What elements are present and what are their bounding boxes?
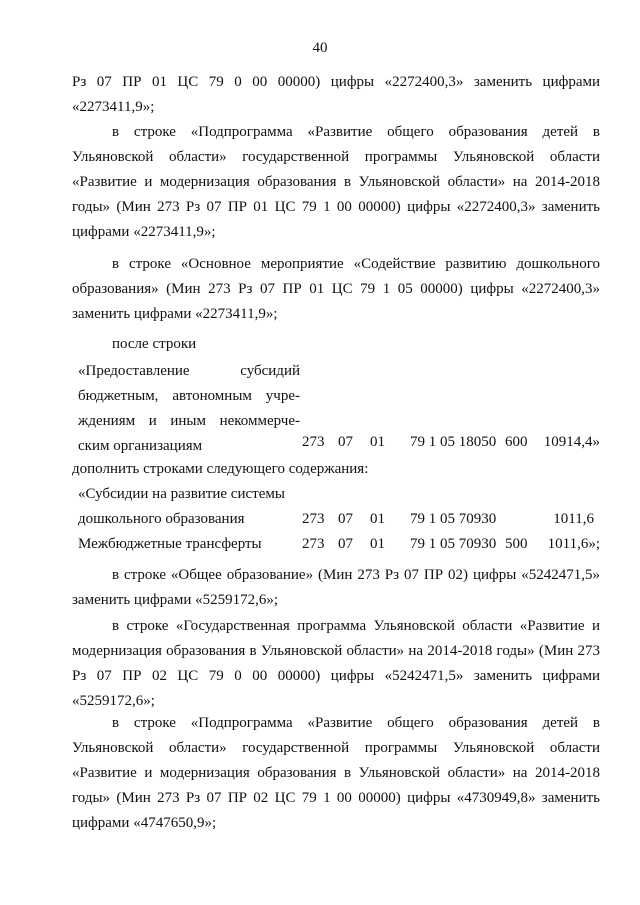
table-before-name-line: бюджетным, автономным учре- (78, 388, 300, 404)
col-rz: 07 (338, 434, 353, 450)
col-sum: 1011,6»; (547, 536, 600, 552)
col-rz: 07 (338, 511, 353, 527)
col-min: 273 (302, 511, 325, 527)
table-row (72, 486, 612, 511)
table-before-name-line: ждениям и иным некоммерче- (78, 413, 300, 429)
table-row (72, 511, 612, 536)
table-before-name-line: «Предоставление субсидий (78, 363, 300, 379)
col-cs: 79 1 05 70930 (410, 511, 497, 527)
col-sum: 10914,4» (543, 434, 600, 450)
col-cs: 79 1 05 70930 (410, 536, 497, 552)
col-pr: 01 (370, 511, 385, 527)
paragraph-main-event: в строке «Основное мероприятие «Содействие развитию дошкольного образования» (Мин 273 Рз 07 ПР 01 ЦС 79 1 05 00000) цифры «2272400,3» заменить цифрами «2273411,9»; (72, 256, 600, 322)
col-pr: 01 (370, 434, 385, 450)
add-rows-label: дополнить строками следующего содержания: (72, 461, 369, 477)
table-row (72, 434, 612, 459)
col-min: 273 (302, 536, 325, 552)
paragraph-subprogram-02: в строке «Подпрограмма «Развитие общего образования детей в Ульяновской области» государственной программы Ульяновской области «Развитие и модернизация образования в Ульяновской области» на 2014-2018 годы» (Мин 273 Рз 07 ПР 02 ЦС 79 1 00 00000) цифры «4730949,8» заменить цифрами «4747650,9»; (72, 715, 600, 831)
col-vr: 500 (505, 536, 528, 552)
page-number: 40 (312, 40, 328, 56)
col-name: «Субсидии на развитие системы (78, 486, 285, 502)
col-rz: 07 (338, 536, 353, 552)
col-min: 273 (302, 434, 325, 450)
col-name: дошкольного образования (78, 511, 245, 527)
col-pr: 01 (370, 536, 385, 552)
table-row (72, 536, 612, 561)
col-name: Межбюджетные трансферты (78, 536, 262, 552)
paragraph-subprogram-01: в строке «Подпрограмма «Развитие общего образования детей в Ульяновской области» государственной программы Ульяновской области «Развитие и модернизация образования в Ульяновской области» на 2014-2018 годы» (Мин 273 Рз 07 ПР 01 ЦС 79 1 00 00000) цифры «2272400,3» заменить цифрами «2273411,9»; (72, 124, 600, 240)
col-cs: 79 1 05 18050 (410, 434, 497, 450)
table-before-name-line: ским организациям (78, 438, 203, 454)
col-vr: 600 (505, 434, 528, 450)
after-row-label: после строки (112, 336, 197, 352)
paragraph-continued: Рз 07 ПР 01 ЦС 79 0 00 00000) цифры «2272400,3» заменить цифрами «2273411,9»; (72, 74, 600, 115)
paragraph-general-education: в строке «Общее образование» (Мин 273 Рз 07 ПР 02) цифры «5242471,5» заменить цифрами «5259172,6»; (72, 567, 600, 608)
col-sum: 1011,6 (553, 511, 594, 527)
paragraph-state-program: в строке «Государственная программа Ульяновской области «Развитие и модернизация образования в Ульяновской области» на 2014-2018 годы» (Мин 273 Рз 07 ПР 02 ЦС 79 0 00 00000) цифры «5242471,5» заменить цифрами «5259172,6»; (72, 618, 600, 709)
